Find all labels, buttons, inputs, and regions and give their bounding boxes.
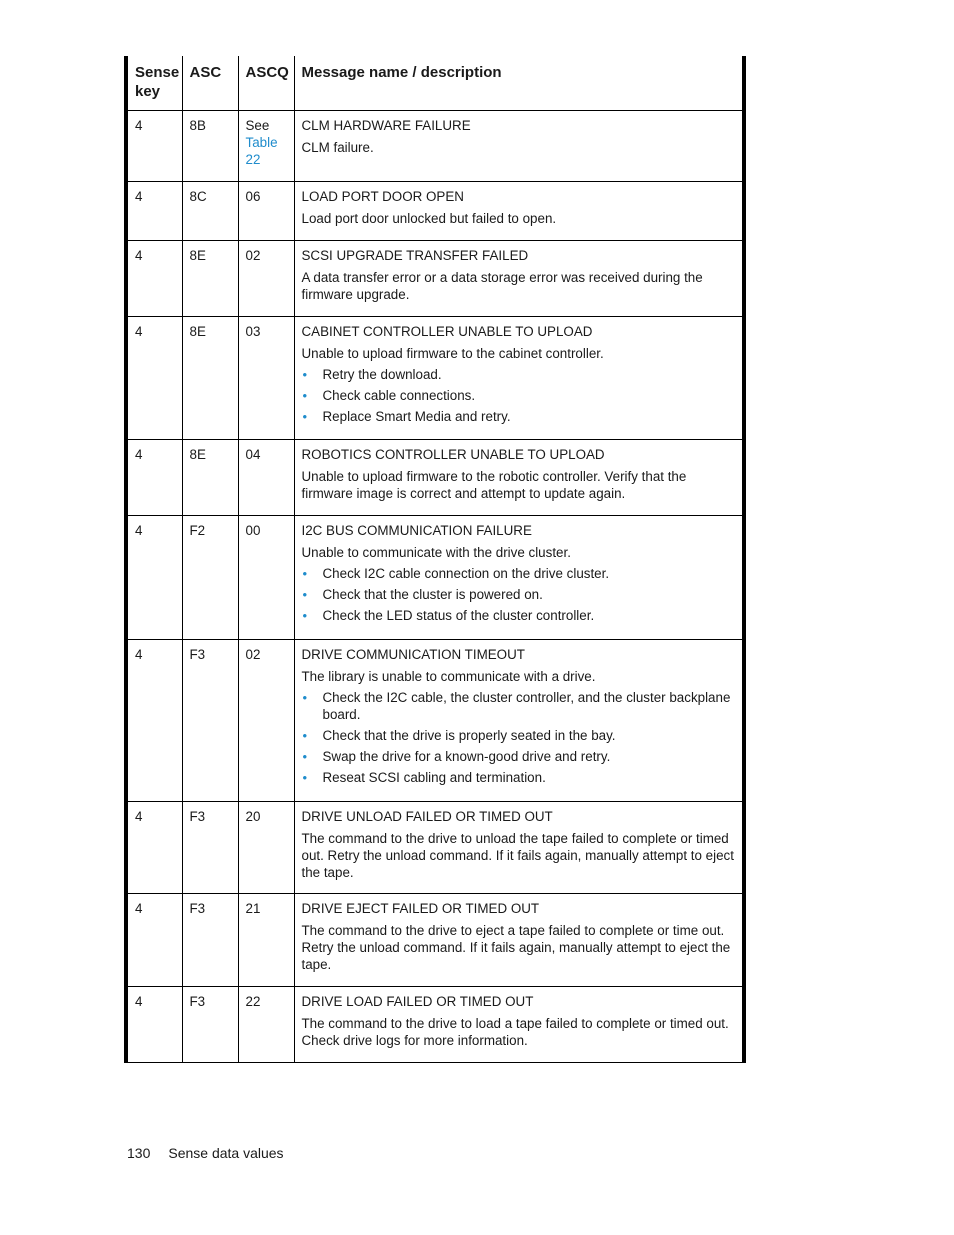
header-ascq: ASCQ <box>238 56 294 111</box>
list-item <box>302 586 737 603</box>
list-item <box>302 408 737 425</box>
cell-message <box>294 440 742 516</box>
cell-ascq <box>238 440 294 516</box>
list-item-text: Check the I2C cable, the cluster controller, and the cluster backplane board. <box>322 690 731 722</box>
cell-asc: 8B <box>182 111 238 182</box>
message-description: Unable to upload firmware to the cabinet controller. <box>301 346 604 361</box>
bullet-icon: • <box>302 388 308 403</box>
table-row <box>128 640 742 802</box>
sense-data-table-container <box>124 56 746 1063</box>
cell-ascq <box>238 987 294 1063</box>
cell-ascq <box>238 802 294 894</box>
list-item-text: Check that the cluster is powered on. <box>322 587 543 602</box>
list-item <box>302 366 737 383</box>
message-description: Unable to upload firmware to the robotic controller. Verify that the firmware image is correct and attempt to update again. <box>301 469 687 501</box>
section-title: Sense data values <box>168 1145 284 1161</box>
page-footer <box>127 1145 302 1161</box>
table-row <box>128 516 742 640</box>
cell-sense-key: 4 <box>128 894 182 987</box>
page-number: 130 <box>127 1145 151 1161</box>
action-list <box>302 366 737 425</box>
list-item-text: Replace Smart Media and retry. <box>322 409 511 424</box>
ascq-value: 00 <box>245 523 261 538</box>
ascq-value: See <box>245 118 270 133</box>
message-description: The library is unable to communicate with a drive. <box>301 669 596 684</box>
cell-message <box>294 241 742 317</box>
message-name: DRIVE COMMUNICATION TIMEOUT <box>301 647 525 662</box>
list-item <box>302 727 737 744</box>
cell-asc: F2 <box>182 516 238 640</box>
cell-asc: F3 <box>182 802 238 894</box>
cell-asc: F3 <box>182 987 238 1063</box>
list-item <box>302 748 737 765</box>
cell-asc: F3 <box>182 640 238 802</box>
message-description: Load port door unlocked but failed to open. <box>301 211 557 226</box>
message-name: CLM HARDWARE FAILURE <box>301 118 471 133</box>
message-name: ROBOTICS CONTROLLER UNABLE TO UPLOAD <box>301 447 605 462</box>
list-item <box>302 387 737 404</box>
ascq-value: 04 <box>245 447 261 462</box>
cell-ascq <box>238 894 294 987</box>
bullet-icon: • <box>302 566 308 581</box>
bullet-icon: • <box>302 367 308 382</box>
message-name: DRIVE EJECT FAILED OR TIMED OUT <box>301 901 540 916</box>
message-name: DRIVE UNLOAD FAILED OR TIMED OUT <box>301 809 553 824</box>
bullet-icon: • <box>302 608 308 623</box>
message-name: SCSI UPGRADE TRANSFER FAILED <box>301 248 529 263</box>
table-header-row <box>128 56 742 111</box>
cell-ascq <box>238 317 294 440</box>
message-description: A data transfer error or a data storage error was received during the firmware upgrade. <box>301 270 703 302</box>
bullet-icon: • <box>302 770 308 785</box>
cell-message <box>294 894 742 987</box>
cell-sense-key: 4 <box>128 241 182 317</box>
message-description: CLM failure. <box>301 140 374 155</box>
message-name: CABINET CONTROLLER UNABLE TO UPLOAD <box>301 324 593 339</box>
list-item-text: Reseat SCSI cabling and termination. <box>322 770 546 785</box>
list-item <box>302 565 737 582</box>
ascq-value: 20 <box>245 809 261 824</box>
cell-sense-key: 4 <box>128 516 182 640</box>
table-row <box>128 894 742 987</box>
cell-message <box>294 802 742 894</box>
sense-data-table <box>128 56 742 1063</box>
list-item-text: Retry the download. <box>322 367 442 382</box>
cell-message <box>294 317 742 440</box>
cell-sense-key: 4 <box>128 640 182 802</box>
message-description: The command to the drive to load a tape failed to complete or timed out. Check drive logs for more information. <box>301 1016 729 1048</box>
ascq-value: 06 <box>245 189 261 204</box>
bullet-icon: • <box>302 587 308 602</box>
cell-ascq <box>238 111 294 182</box>
bullet-icon: • <box>302 728 308 743</box>
cell-ascq <box>238 640 294 802</box>
cell-asc: 8E <box>182 241 238 317</box>
action-list <box>302 689 737 786</box>
list-item-text: Check I2C cable connection on the drive cluster. <box>322 566 610 581</box>
list-item-text: Check cable connections. <box>322 388 476 403</box>
list-item-text: Check that the drive is properly seated in the bay. <box>322 728 616 743</box>
cell-message <box>294 640 742 802</box>
list-item-text: Swap the drive for a known-good drive and retry. <box>322 749 611 764</box>
bullet-icon: • <box>302 409 308 424</box>
cell-sense-key: 4 <box>128 440 182 516</box>
list-item <box>302 607 737 624</box>
cell-asc: 8E <box>182 317 238 440</box>
message-name: DRIVE LOAD FAILED OR TIMED OUT <box>301 994 534 1009</box>
table-row <box>128 111 742 182</box>
cell-sense-key: 4 <box>128 317 182 440</box>
cell-sense-key: 4 <box>128 802 182 894</box>
message-description: The command to the drive to unload the tape failed to complete or timed out. Retry the unload command. If it fails again, manually attempt to eject the tape. <box>301 831 734 880</box>
cell-sense-key: 4 <box>128 111 182 182</box>
table-row <box>128 987 742 1063</box>
cell-asc: F3 <box>182 894 238 987</box>
list-item <box>302 689 737 723</box>
list-item-text: Check the LED status of the cluster controller. <box>322 608 595 623</box>
cell-message <box>294 516 742 640</box>
table-row <box>128 241 742 317</box>
cell-ascq <box>238 182 294 241</box>
ascq-value: 02 <box>245 647 261 662</box>
cell-message <box>294 182 742 241</box>
cell-sense-key: 4 <box>128 182 182 241</box>
message-description: The command to the drive to eject a tape failed to complete or time out. Retry the unload command. If it fails again, manually attempt to eject the tape. <box>301 923 731 972</box>
header-message: Message name / description <box>294 56 742 111</box>
header-asc: ASC <box>182 56 238 111</box>
message-name: LOAD PORT DOOR OPEN <box>301 189 464 204</box>
table-row <box>128 440 742 516</box>
bullet-icon: • <box>302 690 308 705</box>
cell-sense-key: 4 <box>128 987 182 1063</box>
header-sense-key: Sense key <box>128 56 182 111</box>
list-item <box>302 769 737 786</box>
cell-ascq <box>238 241 294 317</box>
cell-ascq <box>238 516 294 640</box>
ascq-value: 03 <box>245 324 261 339</box>
cell-asc: 8C <box>182 182 238 241</box>
table-row <box>128 802 742 894</box>
table-row <box>128 317 742 440</box>
ascq-value: 21 <box>245 901 261 916</box>
ascq-value: 22 <box>245 994 261 1009</box>
cell-asc: 8E <box>182 440 238 516</box>
message-name: I2C BUS COMMUNICATION FAILURE <box>301 523 532 538</box>
cell-message <box>294 987 742 1063</box>
table-reference-link[interactable]: Table 22 <box>245 135 278 167</box>
table-row <box>128 182 742 241</box>
message-description: Unable to communicate with the drive cluster. <box>301 545 571 560</box>
action-list <box>302 565 737 624</box>
ascq-value: 02 <box>245 248 261 263</box>
cell-message <box>294 111 742 182</box>
bullet-icon: • <box>302 749 308 764</box>
